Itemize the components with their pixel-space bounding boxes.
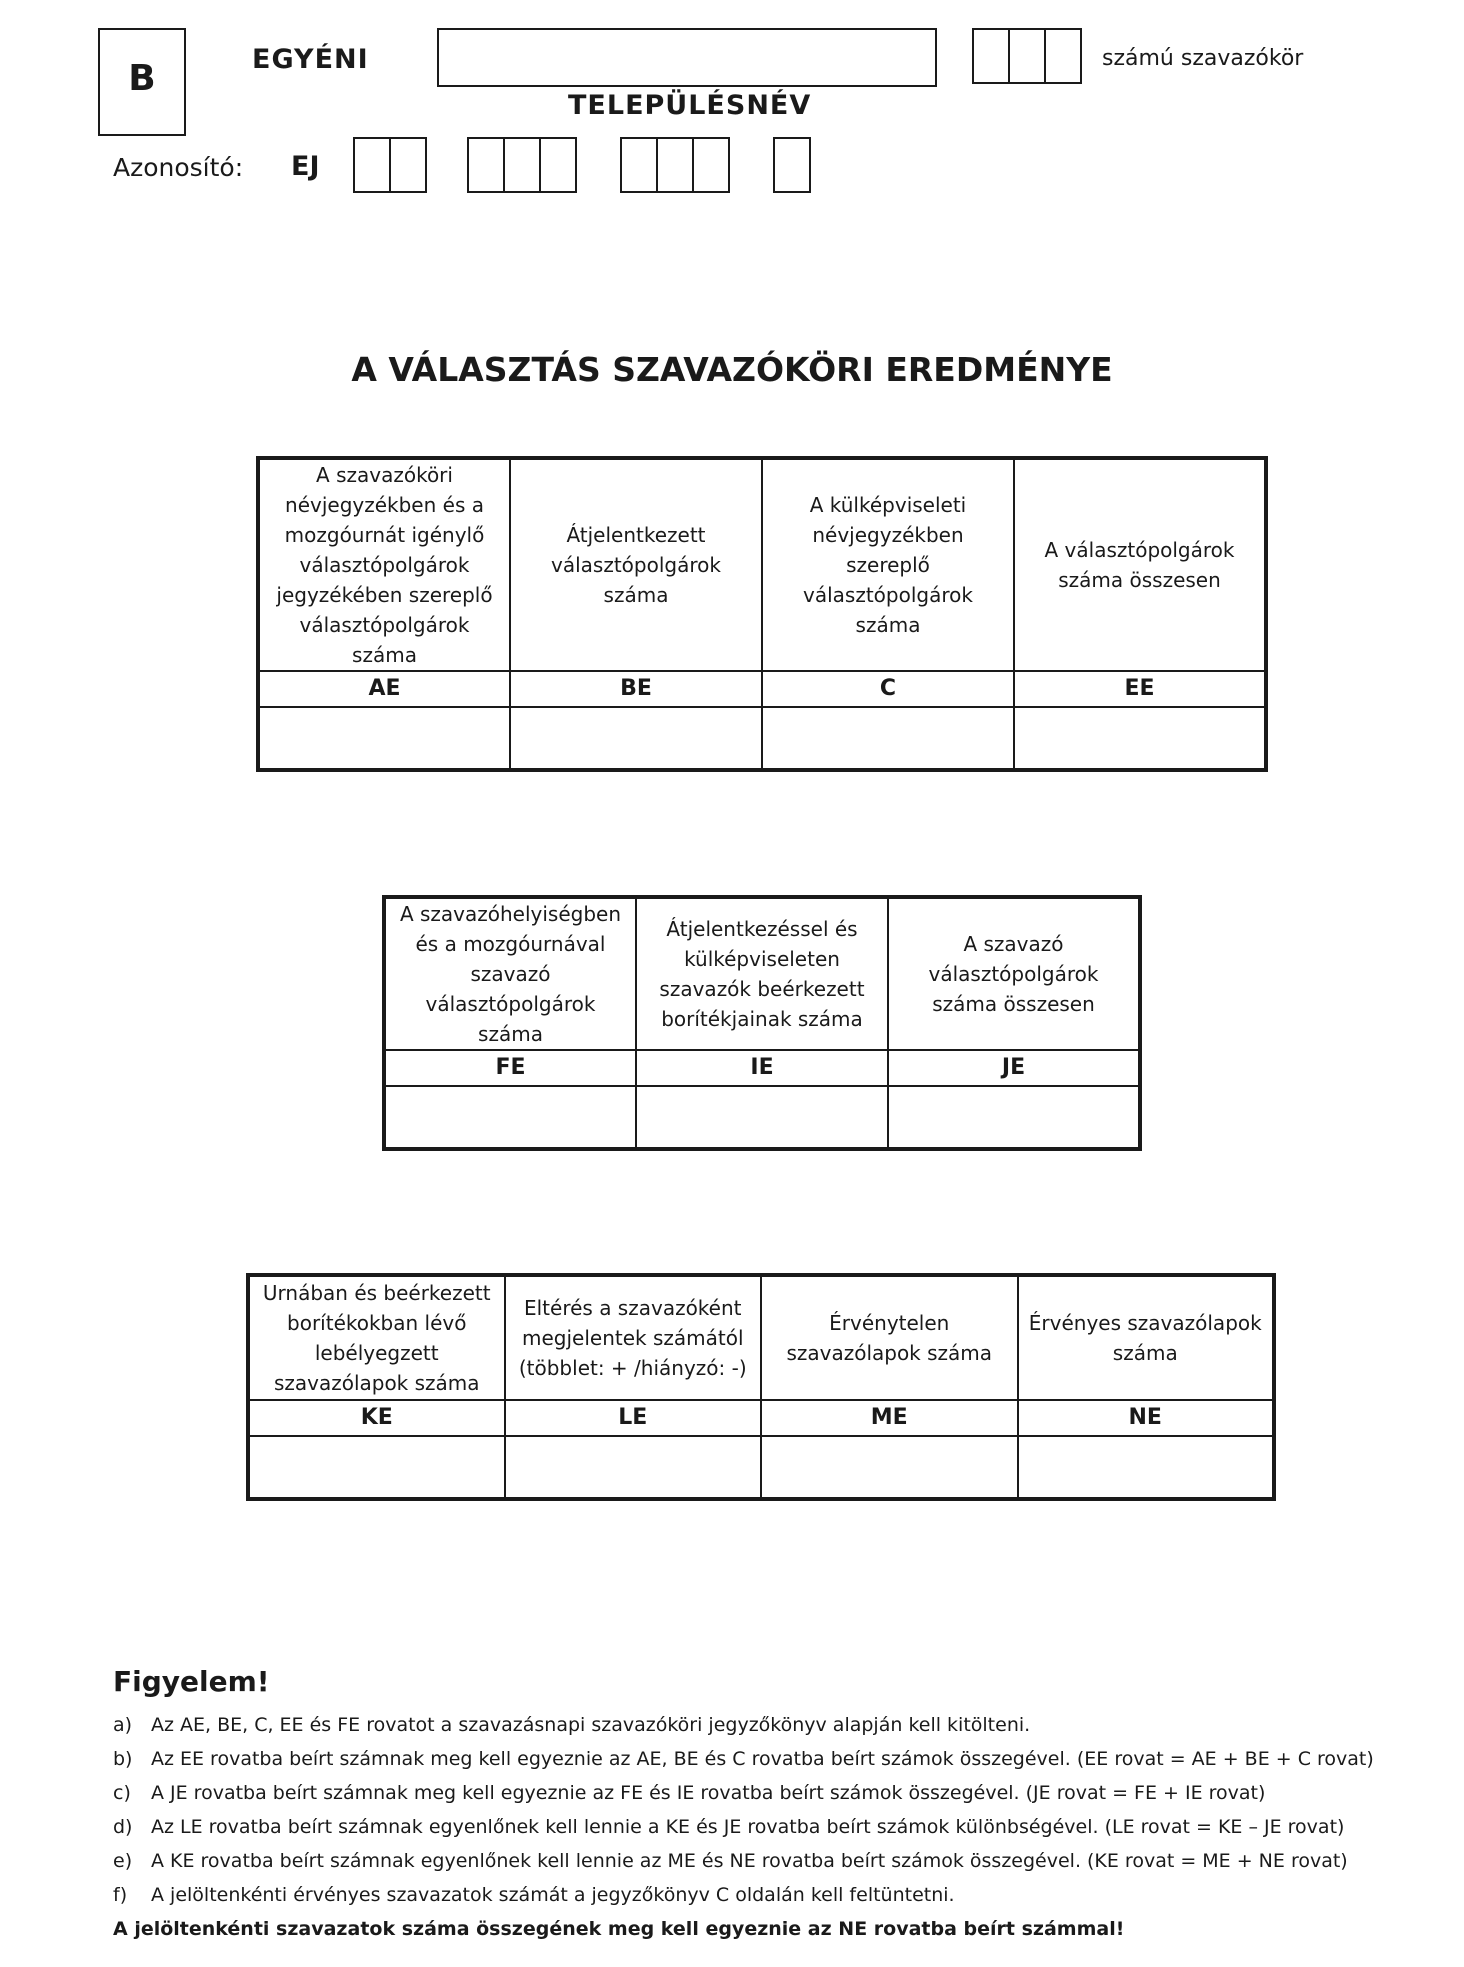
note-letter: d) [113,1816,133,1838]
table1-header-ae: A szavazóköri névjegyzékben és a mozgóurnát igénylő választópolgárok jegyzékében szereplő választópolgárok száma [258,458,510,671]
je-input[interactable] [895,1088,1136,1146]
table3-header-le: Eltérés a szavazóként megjelentek számától (többlet: + /hiányzó: -) [505,1275,762,1400]
results-table-2 [382,895,1142,1151]
table3-header-ne: Érvényes szavazólapok száma [1018,1275,1275,1400]
table2-code-ie: IE [636,1050,888,1086]
precinct-digit-cell[interactable] [1008,28,1046,84]
note-text: Az EE rovatba beírt számnak meg kell egyeznie az AE, BE és C rovatba beírt számok összegével. (EE rovat = AE + BE + C rovat) [151,1748,1374,1770]
id-group-4[interactable] [773,137,811,193]
table2-code-je: JE [888,1050,1140,1086]
id-digit-cell[interactable] [353,137,391,193]
table3-entry-me[interactable] [761,1436,1018,1499]
results-table-3 [246,1273,1276,1501]
id-digit-cell[interactable] [389,137,427,193]
precinct-number-field[interactable] [972,28,1082,84]
table1-code-ae: AE [258,671,510,707]
note-letter: a) [113,1714,133,1736]
ee-input[interactable] [1021,709,1262,767]
table2-entry-ie[interactable] [636,1086,888,1149]
id-digit-cell[interactable] [692,137,730,193]
table1-code-ee: EE [1014,671,1266,707]
id-label: Azonosító: [113,153,244,182]
id-digit-cell[interactable] [773,137,811,193]
table3-entry-ke[interactable] [248,1436,505,1499]
le-input[interactable] [512,1438,759,1496]
table3-entry-ne[interactable] [1018,1436,1275,1499]
table2-header-row [384,897,1140,1050]
id-digit-cell[interactable] [620,137,658,193]
table3-code-row [248,1400,1274,1436]
page-title: A VÁLASZTÁS SZAVAZÓKÖRI EREDMÉNYE [351,350,1113,389]
table3-entry-row [248,1436,1274,1499]
table1-header-row [258,458,1266,671]
note-letter: b) [113,1748,133,1770]
id-prefix: EJ [291,151,320,182]
ie-input[interactable] [643,1088,885,1146]
table1-entry-be[interactable] [510,707,762,770]
table3-code-le: LE [505,1400,762,1436]
id-group-2[interactable] [467,137,577,193]
table3-header-row [248,1275,1274,1400]
note-item [113,1844,1413,1878]
election-type-label: EGYÉNI [252,44,369,75]
table2-header-je: A szavazó választópolgárok száma összesen [888,897,1140,1050]
notes-heading: Figyelem! [113,1665,270,1698]
table1-code-row [258,671,1266,707]
id-digit-cell[interactable] [539,137,577,193]
table2-code-fe: FE [384,1050,636,1086]
id-group-1[interactable] [353,137,427,193]
id-group-3[interactable] [620,137,730,193]
table3-code-me: ME [761,1400,1018,1436]
note-letter: e) [113,1850,133,1872]
table1-entry-c[interactable] [762,707,1014,770]
c-input[interactable] [769,709,1011,767]
note-letter: f) [113,1884,128,1906]
table2-entry-je[interactable] [888,1086,1140,1149]
form-letter: B [128,58,156,99]
note-item [113,1742,1413,1776]
settlement-name-label: TELEPÜLÉSNÉV [568,90,812,121]
table3-code-ne: NE [1018,1400,1275,1436]
note-text: A jelöltenkénti érvényes szavazatok számát a jegyzőkönyv C oldalán kell feltüntetni. [151,1884,955,1906]
precinct-suffix: számú szavazókör [1102,46,1304,71]
note-text: Az AE, BE, C, EE és FE rovatot a szavazásnapi szavazóköri jegyzőkönyv alapján kell kitölteni. [151,1714,1031,1736]
table1-entry-ee[interactable] [1014,707,1266,770]
note-text: A KE rovatba beírt számnak egyenlőnek kell lennie az ME és NE rovatba beírt számok összegével. (KE rovat = ME + NE rovat) [151,1850,1348,1872]
id-digit-cell[interactable] [503,137,541,193]
table2-code-row [384,1050,1140,1086]
note-item [113,1708,1413,1742]
note-item [113,1776,1413,1810]
table3-entry-le[interactable] [505,1436,762,1499]
precinct-digit-cell[interactable] [1044,28,1082,84]
note-text: A JE rovatba beírt számnak meg kell egyeznie az FE és IE rovatba beírt számok összegével. (JE rovat = FE + IE rovat) [151,1782,1266,1804]
note-text: Az LE rovatba beírt számnak egyenlőnek kell lennie a KE és JE rovatba beírt számok különbségével. (LE rovat = KE – JE rovat) [151,1816,1345,1838]
notes-final-warning: A jelöltenkénti szavazatok száma összegének meg kell egyeznie az NE rovatba beírt számmal! [113,1918,1125,1940]
ke-input[interactable] [256,1438,502,1496]
note-item [113,1878,1413,1912]
table2-entry-row [384,1086,1140,1149]
ae-input[interactable] [266,709,507,767]
table1-header-c: A külképviseleti névjegyzékben szereplő választópolgárok száma [762,458,1014,671]
table1-entry-row [258,707,1266,770]
be-input[interactable] [517,709,759,767]
fe-input[interactable] [392,1088,633,1146]
me-input[interactable] [768,1438,1015,1496]
table1-entry-ae[interactable] [258,707,510,770]
note-letter: c) [113,1782,131,1804]
settlement-name-field[interactable] [437,28,937,87]
ne-input[interactable] [1025,1438,1271,1496]
table3-code-ke: KE [248,1400,505,1436]
results-table-1 [256,456,1268,772]
table3-header-ke: Urnában és beérkezett borítékokban lévő lebélyegzett szavazólapok száma [248,1275,505,1400]
table3-header-me: Érvénytelen szavazólapok száma [761,1275,1018,1400]
table1-code-be: BE [510,671,762,707]
id-digit-cell[interactable] [467,137,505,193]
note-item [113,1810,1413,1844]
table1-code-c: C [762,671,1014,707]
precinct-digit-cell[interactable] [972,28,1010,84]
table1-header-be: Átjelentkezett választópolgárok száma [510,458,762,671]
id-digit-cell[interactable] [656,137,694,193]
notes-list [113,1708,1413,1946]
table2-entry-fe[interactable] [384,1086,636,1149]
table2-header-fe: A szavazóhelyiségben és a mozgóurnával szavazó választópolgárok száma [384,897,636,1050]
table2-header-ie: Átjelentkezéssel és külképviseleten szavazók beérkezett borítékjainak száma [636,897,888,1050]
table1-header-ee: A választópolgárok száma összesen [1014,458,1266,671]
